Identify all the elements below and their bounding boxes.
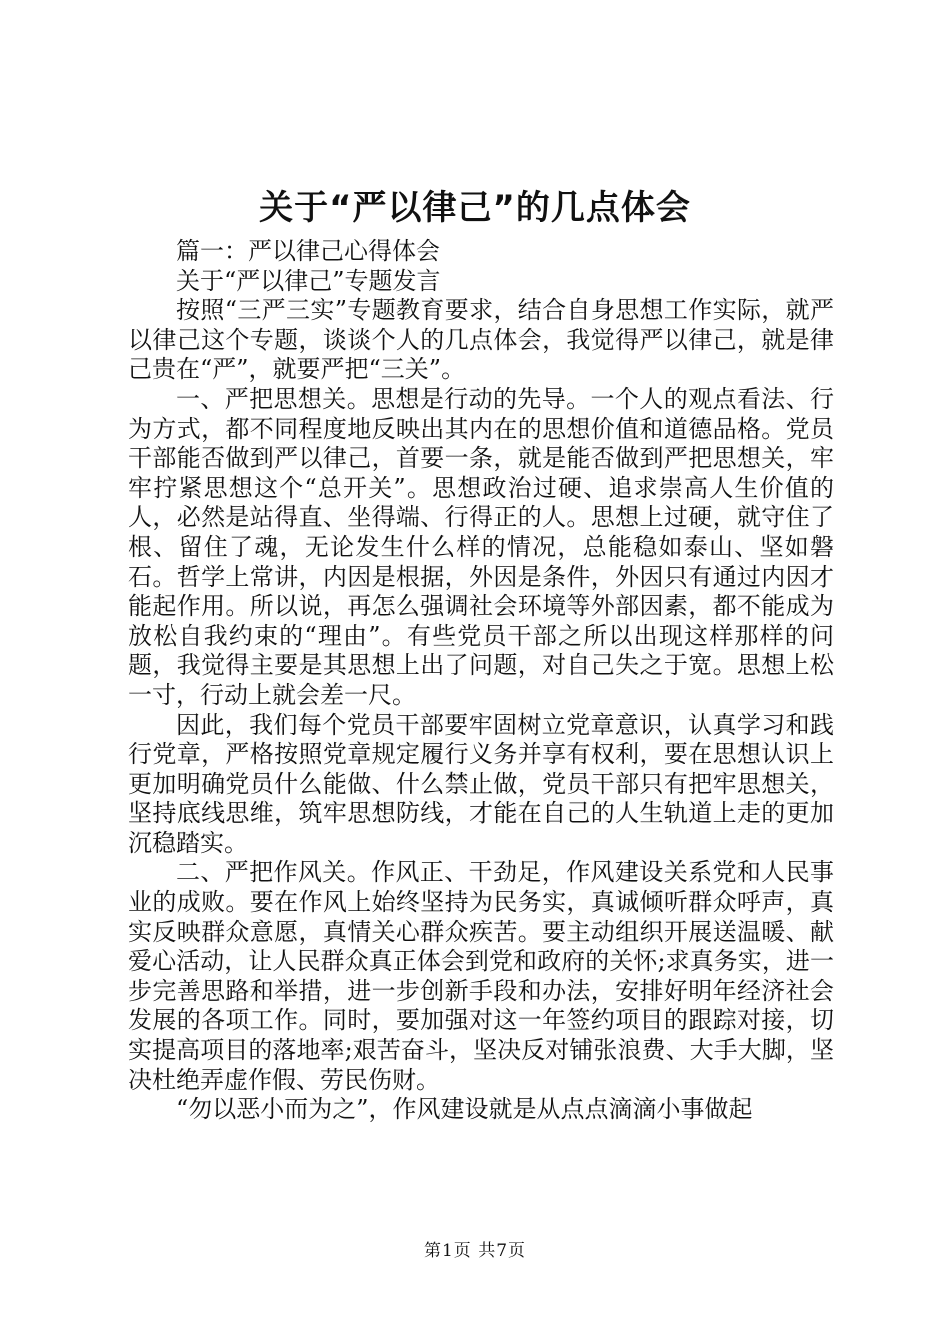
page-footer: 第1页 共7页 xyxy=(423,1241,527,1261)
paragraph: 因此，我们每个党员干部要牢固树立党章意识，认真学习和践行党章，严格按照党章规定履行义务并享有权利，要在思想认识上更加明确党员什么能做、什么禁止做，党员干部只有把牢思想关，坚持底线思维，筑牢思想防线，才能在自己的人生轨道上走的更加沉稳踏实。 xyxy=(128,710,834,857)
paragraph: 按照“三严三实”专题教育要求，结合自身思想工作实际，就严以律己这个专题，谈谈个人的几点体会，我觉得严以律己，就是律己贵在“严”，就要严把“三关”。 xyxy=(128,296,834,384)
document-title: 关于“严以律己”的几点体会 xyxy=(259,188,691,228)
document-body xyxy=(128,237,834,1125)
paragraph: “勿以恶小而为之”，作风建设就是从点点滴滴小事做起 xyxy=(176,1095,753,1124)
paragraph: 关于“严以律己”专题发言 xyxy=(176,266,441,295)
paragraph: 二、严把作风关。作风正、干劲足，作风建设关系党和人民事业的成败。要在作风上始终坚持为民务实，真诚倾听群众呼声，真实反映群众意愿，真情关心群众疾苦。要主动组织开展送温暖、献爱心活动，让人民群众真正体会到党和政府的关怀;求真务实，进一步完善思路和举措，进一步创新手段和办法，安排好明年经济社会发展的各项工作。同时，要加强对这一年签约项目的跟踪对接，切实提高项目的落地率;艰苦奋斗，坚决反对铺张浪费、大手大脚，坚决杜绝弄虚作假、劳民伤财。 xyxy=(128,858,834,1094)
paragraph: 篇一：严以律己心得体会 xyxy=(176,237,440,265)
paragraph: 一、严把思想关。思想是行动的先导。一个人的观点看法、行为方式，都不同程度地反映出其内在的思想价值和道德品格。党员干部能否做到严以律己，首要一条，就是能否做到严把思想关，牢牢拧紧思想这个“总开关”。思想政治过硬、追求崇高人生价值的人，必然是站得直、坐得端、行得正的人。思想上过硬，就守住了根、留住了魂，无论发生什么样的情况，总能稳如泰山、坚如磐石。哲学上常讲，内因是根据，外因是条件，外因只有通过内因才能起作用。所以说，再怎么强调社会环境等外部因素，都不能成为放松自我约束的“理由”。有些党员干部之所以出现这样那样的问题，我觉得主要是其思想上出了问题，对自己失之于宽。思想上松一寸，行动上就会差一尺。 xyxy=(128,384,834,709)
